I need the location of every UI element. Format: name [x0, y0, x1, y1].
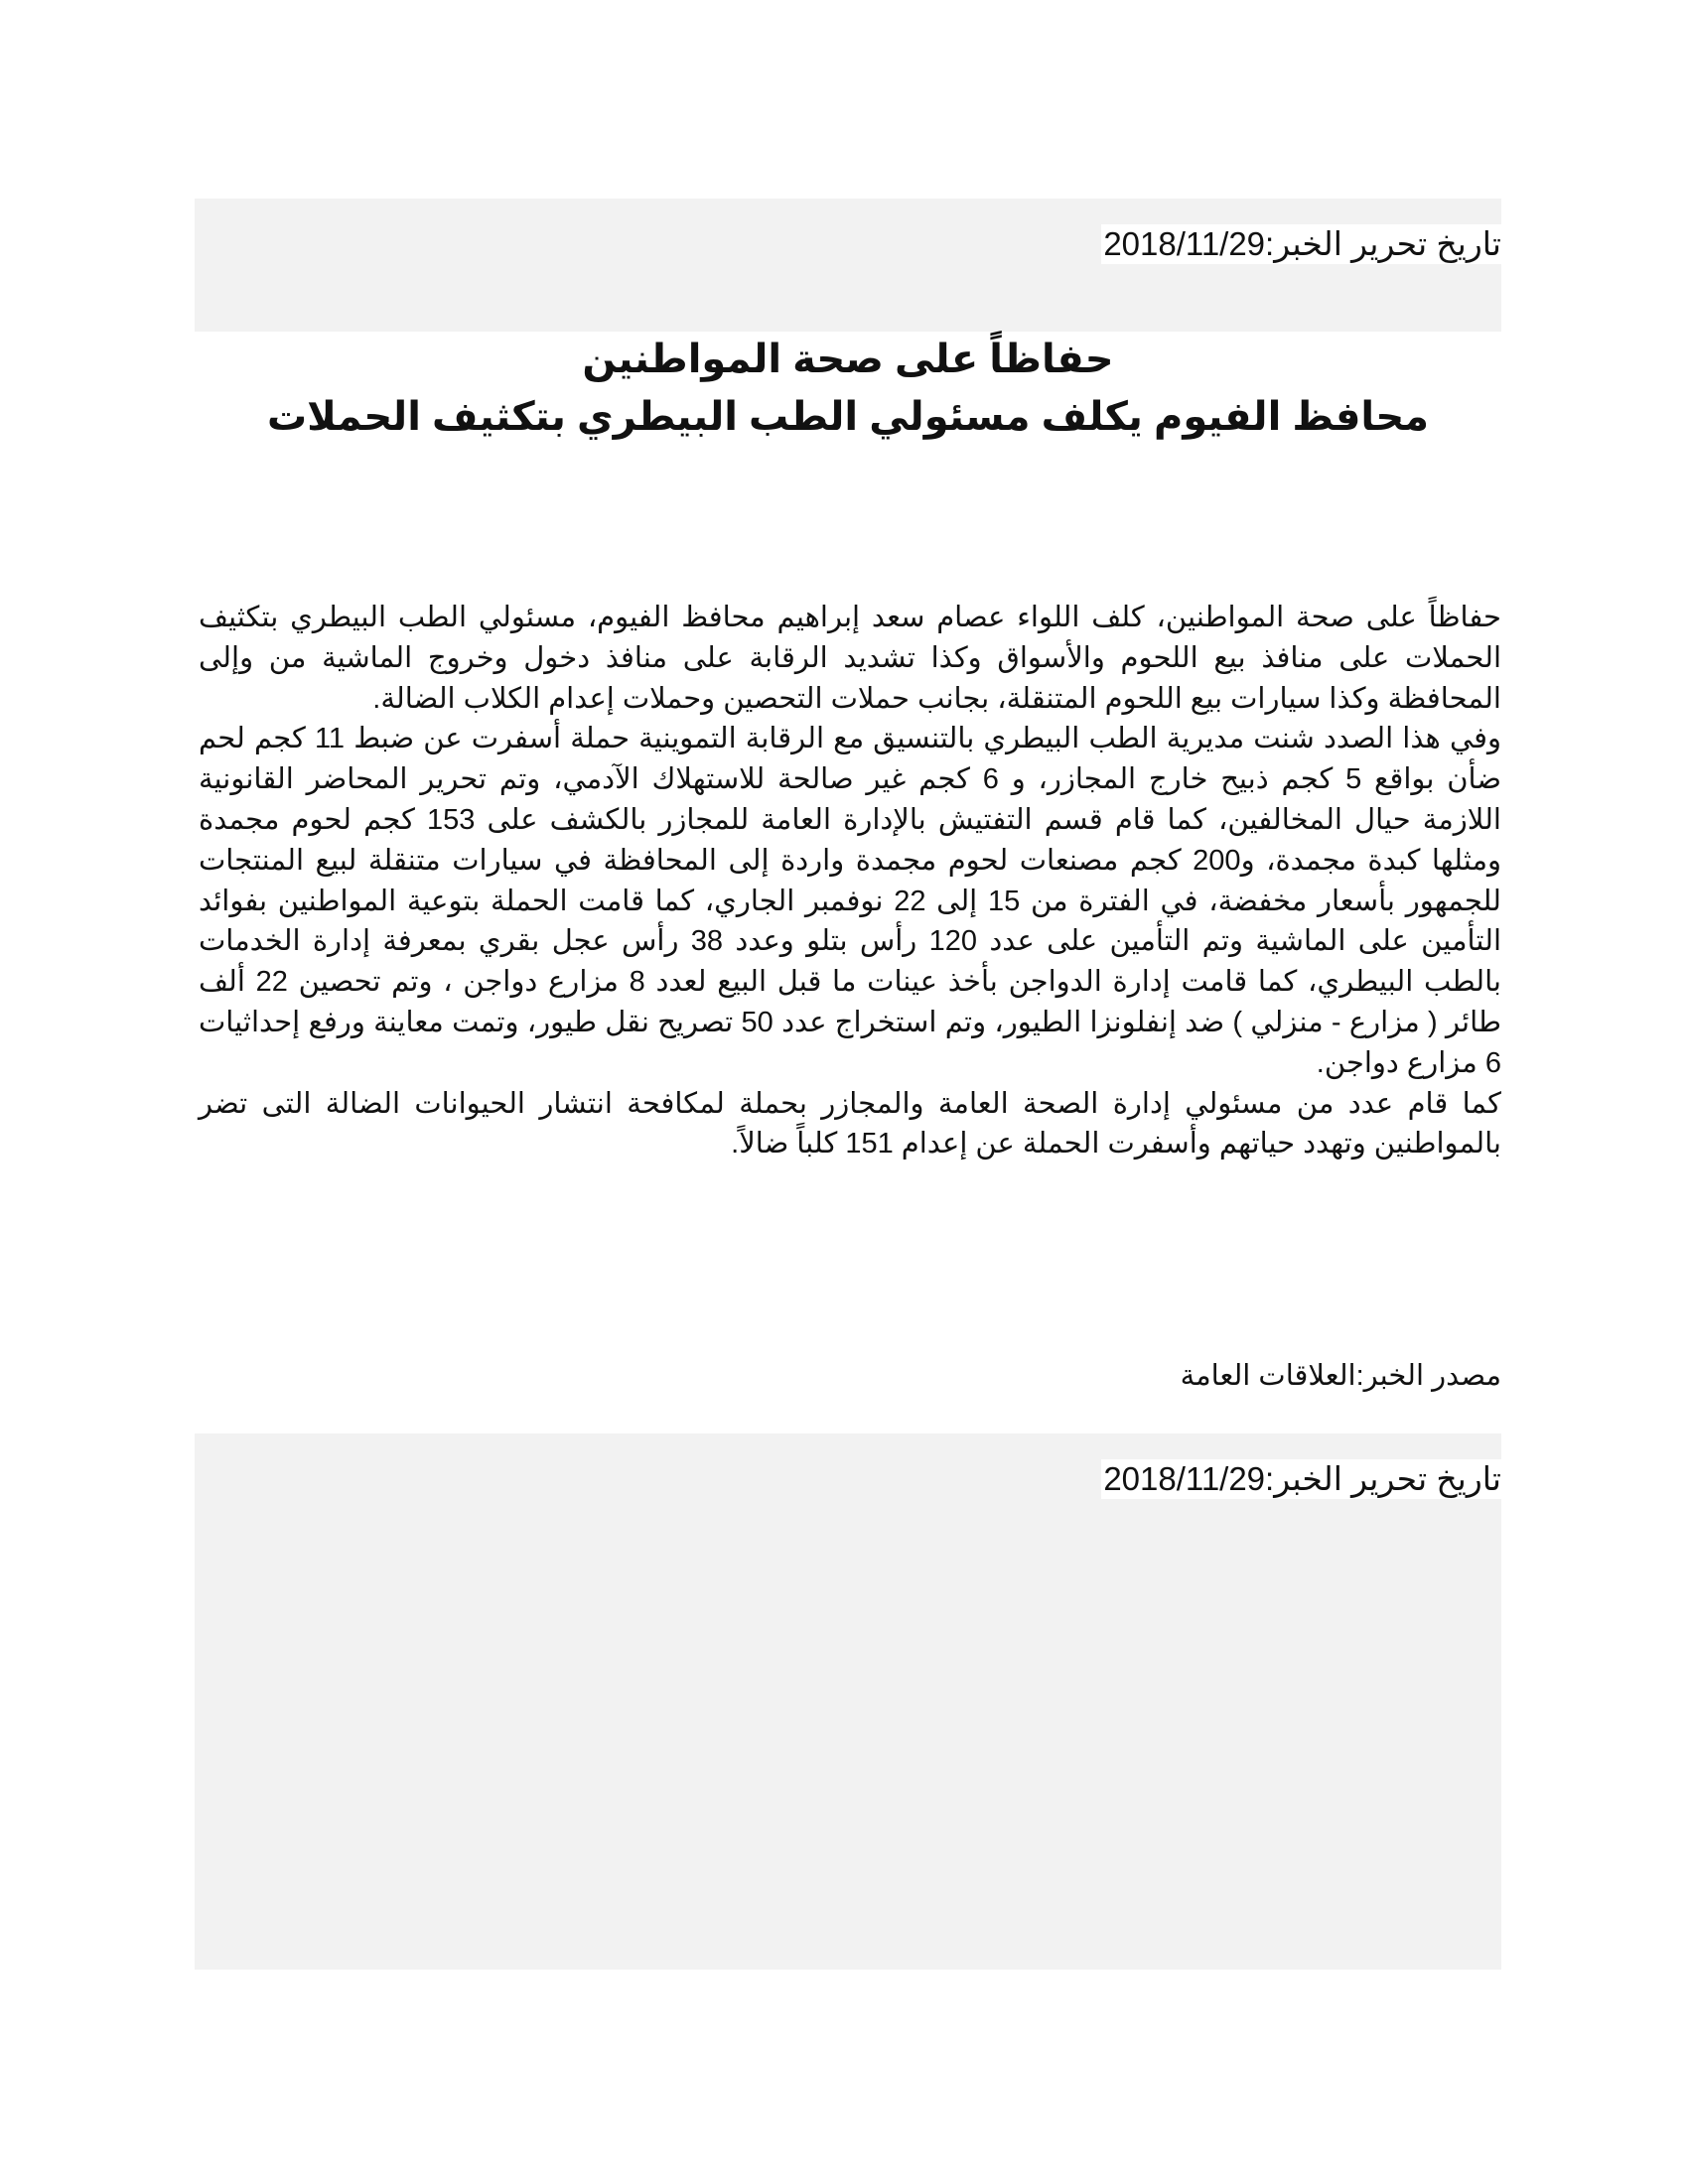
footer-date-label: تاريخ تحرير الخبر:	[1265, 1460, 1501, 1497]
news-source	[1181, 1356, 1501, 1396]
news-source-label: مصدر الخبر:	[1355, 1360, 1501, 1392]
article-paragraph-3: كما قام عدد من مسئولي إدارة الصحة العامة والمجازر بحملة لمكافحة انتشار الحيوانات الضالة التى تضر بالمواطنين وتهدد حياتهم وأسفرت الحملة عن إعدام 151 كلباً ضالاً.	[199, 1087, 1501, 1160]
edit-date-footer	[1101, 1459, 1501, 1499]
headline-line-2: محافظ الفيوم يكلف مسئولي الطب البيطري بتكثيف الحملات	[263, 395, 1433, 439]
headline-line-1: حفاظاً على صحة المواطنين	[578, 338, 1117, 381]
article-paragraph-1: حفاظاً على صحة المواطنين، كلف اللواء عصام سعد إبراهيم محافظ الفيوم، مسئولي الطب البيطري بتكثيف الحملات على منافذ بيع اللحوم والأسواق وكذا تشديد الرقابة على منافذ دخول وخروج الماشية من وإلى المحافظة وكذا سيارات بيع اللحوم المتنقلة، بجانب حملات التحصين وحملات إعدام الكلاب الضالة.	[199, 602, 1501, 715]
edit-date-value: 2018/11/29	[1103, 225, 1266, 262]
news-source-value: العلاقات العامة	[1180, 1360, 1356, 1392]
footer-date-value: 2018/11/29	[1103, 1460, 1266, 1497]
headline	[195, 331, 1501, 446]
footer-panel	[195, 1433, 1501, 1970]
article-paragraph-2: وفي هذا الصدد شنت مديرية الطب البيطري بالتنسيق مع الرقابة التموينية حملة أسفرت عن ضبط 11 كجم لحم ضأن بواقع 5 كجم ذبيح خارج المجازر، و 6 كجم غير صالحة للاستهلاك الآدمي، وتم تحرير المحاضر القانونية اللازمة حيال المخالفين، كما قام قسم التفتيش بالإدارة العامة للمجازر بالكشف على 153 كجم لحوم مجمدة ومثلها كبدة مجمدة، و200 كجم مصنعات لحوم مجمدة واردة إلى المحافظة في سيارات متنقلة لبيع المنتجات للجمهور بأسعار مخفضة، في الفترة من 15 إلى 22 نوفمبر الجاري، كما قامت الحملة بتوعية المواطنين بفوائد التأمين على الماشية وتم التأمين على عدد 120 رأس بتلو وعدد 38 رأس عجل بقري بمعرفة إدارة الخدمات بالطب البيطري، كما قامت إدارة الدواجن بأخذ عينات ما قبل البيع لعدد 8 مزارع دواجن ، وتم تحصين 22 ألف طائر ( مزارع - منزلي ) ضد إنفلونزا الطيور، وتم استخراج عدد 50 تصريح نقل طيور، وتمت معاينة ورفع إحداثيات 6 مزارع دواجن.	[199, 723, 1502, 1079]
header-panel	[195, 199, 1501, 332]
edit-date-label: تاريخ تحرير الخبر:	[1265, 225, 1501, 262]
edit-date-header	[1101, 224, 1501, 264]
article-body	[199, 598, 1501, 1164]
